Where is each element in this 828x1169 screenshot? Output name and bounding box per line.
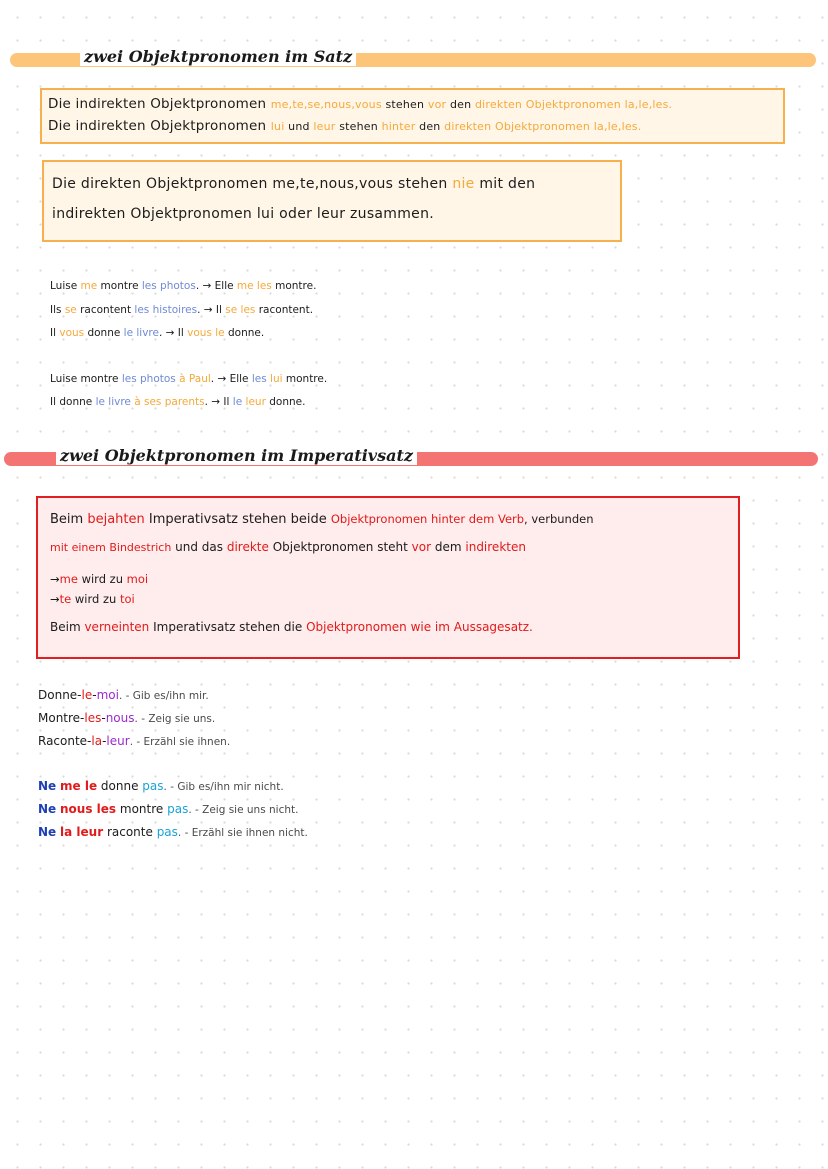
rule-box-3-line-2: mit einem Bindestrich und das direkte Objektpronomen steht vor dem indirekten — [50, 540, 526, 554]
example-a-2: Ils se racontent les histoires. → Il se les racontent. — [50, 304, 314, 316]
negative-imperative-example-1: Ne me le donne pas. - Gib es/ihn mir nicht. — [38, 779, 284, 793]
rule-box-2-line-1: Die direkten Objektpronomen me,te,nous,vous stehen nie mit den — [52, 176, 536, 192]
rule-te-toi: →te wird zu toi — [50, 592, 135, 606]
rule-box-3-line-3: Beim verneinten Imperativsatz stehen die Objektpronomen wie im Aussagesatz. — [50, 620, 533, 634]
rule-box-1-line-2: Die indirekten Objektpronomen lui und leur stehen hinter den direkten Objektpronomen la,le,les. — [48, 118, 642, 134]
negative-imperative-example-3: Ne la leur raconte pas. - Erzähl sie ihnen nicht. — [38, 825, 308, 839]
rule-box-3-line-1: Beim bejahten Imperativsatz stehen beide Objektpronomen hinter dem Verb, verbunden — [50, 512, 594, 527]
imperative-example-1: Donne-le-moi. - Gib es/ihn mir. — [38, 688, 209, 702]
rule-box-2 — [42, 160, 622, 242]
rule-box-1 — [40, 88, 785, 144]
example-a-3: Il vous donne le livre. → Il vous le donne. — [50, 327, 265, 339]
example-b-2: Il donne le livre à ses parents. → Il le leur donne. — [50, 396, 306, 408]
imperative-example-3: Raconte-la-leur. - Erzähl sie ihnen. — [38, 734, 231, 748]
negative-imperative-example-2: Ne nous les montre pas. - Zeig sie uns nicht. — [38, 802, 299, 816]
imperative-example-2: Montre-les-nous. - Zeig sie uns. — [38, 711, 216, 725]
example-a-1: Luise me montre les photos. → Elle me les montre. — [50, 280, 317, 292]
rule-me-moi: →me wird zu moi — [50, 572, 149, 586]
example-b-1: Luise montre les photos à Paul. → Elle les lui montre. — [50, 373, 328, 385]
section1-title: zwei Objektpronomen im Satz — [80, 47, 356, 66]
rule-box-1-line-1: Die indirekten Objektpronomen me,te,se,nous,vous stehen vor den direkten Objektpronomen la,le,les. — [48, 96, 673, 112]
rule-box-3 — [36, 496, 740, 659]
section2-title: zwei Objektpronomen im Imperativsatz — [56, 446, 417, 465]
rule-box-2-line-2: indirekten Objektpronomen lui oder leur zusammen. — [52, 206, 435, 222]
